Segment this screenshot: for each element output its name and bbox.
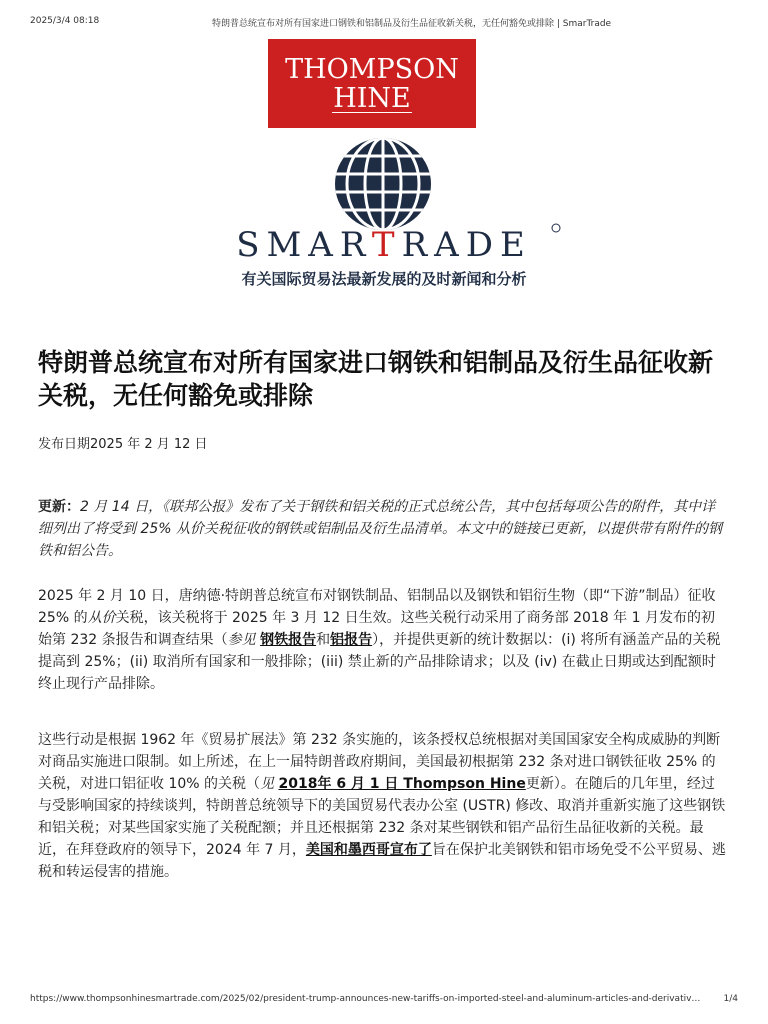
- p2-text-b: 更新）。在随后的几年里，经过与受影响国家的持续谈判，特朗普总统领导下的美国贸易代表办公室 (USTR) 修改、取消并重新实施了这些钢铁和铝关税；对某些国家实施了关税配额；并且还根据第 232 条对某些钢铁和铝产品衍生品征收新的关税。最近，在拜登政府的领导下，2024 年 7 月，: [38, 776, 726, 858]
- print-page-title: 特朗普总统宣布对所有国家进口钢铁和铝制品及衍生品征收新关税，无任何豁免或排除 | SmarTrade: [212, 19, 612, 29]
- aluminum-report-link[interactable]: 铝报告: [330, 632, 373, 648]
- print-datetime: 2025/3/4 08:18: [30, 16, 100, 26]
- update-label: 更新：: [38, 499, 80, 515]
- steel-report-link[interactable]: 钢铁报告: [260, 632, 317, 648]
- us-mexico-announcement-link[interactable]: 美国和墨西哥宣布了: [305, 842, 432, 858]
- p1-text-b: 关税，该关税将于 2025 年 3 月 12 日生效。这些关税行动采用了商务部 2018 年 1 月发布的初始第 232 条报告和调查结果（: [38, 610, 715, 648]
- print-url: https://www.thompsonhinesmartrade.com/2025/02/president-trump-announces-new-tariffs-on-imported-steel-and-aluminum-articles-and-derivativ…: [30, 994, 701, 1004]
- smartrade-wordmark: [200, 218, 568, 268]
- p1-and: 和: [316, 632, 331, 648]
- page-number: 1/4: [723, 994, 738, 1004]
- site-tagline: 有关国际贸易法最新发展的及时新闻和分析: [241, 270, 527, 288]
- wordmark-text: SMARTRADE: [236, 225, 532, 265]
- logo-line-2: HINE: [333, 83, 411, 114]
- logo-line-1: THOMPSON: [285, 54, 459, 85]
- p1-text-c: ），并提供更新的统计数据以：(i) 将所有涵盖产品的关税提高到 25%；(ii) 取消所有国家和一般排除；(iii) 禁止新的产品排除请求；以及 (iv) 在截止日期或达到配额时终止现行产品排除。: [38, 632, 721, 692]
- thompson-hine-logo[interactable]: [268, 39, 476, 128]
- p1-text-a: 2025 年 2 月 10 日，唐纳德·特朗普总统宣布对钢铁制品、铝制品以及钢铁和铝衍生物（即“下游”制品）征收 25% 的: [38, 588, 716, 626]
- p2-text-c: 旨在保护北美钢铁和铝市场免受不公平贸易、逃税和转运侵害的措施。: [38, 842, 726, 880]
- paragraph-1: [38, 585, 728, 695]
- update-paragraph: [38, 496, 728, 562]
- p1-see: 参见: [227, 632, 256, 648]
- print-header: [30, 16, 738, 30]
- paragraph-2: [38, 729, 728, 883]
- publish-date: 发布日期2025 年 2 月 12 日: [38, 437, 208, 452]
- p1-ad-valorem: 从价: [87, 610, 116, 626]
- update-text: 2 月 14 日，《联邦公报》发布了关于钢铁和铝关税的正式总统公告，其中包括每项公告的附件，其中详细列出了将受到 25% 从价关税征收的钢铁或铝制品及衍生品清单。本文中的链接已更新，以提供带有附件的钢铁和铝公告。: [38, 499, 723, 559]
- p2-see: 见: [260, 776, 275, 792]
- p2-text-a: 这些行动是根据 1962 年《贸易扩展法》第 232 条实施的，该条授权总统根据对美国国家安全构成威胁的判断对商品实施进口限制。如上所述，在上一届特朗普政府期间，美国最初根据第 232 条对进口钢铁征收 25% 的关税，对进口铝征收 10% 的关税（: [38, 732, 721, 792]
- thompson-hine-update-link[interactable]: 2018年 6 月 1 日 Thompson Hine: [278, 776, 526, 792]
- article-headline: 特朗普总统宣布对所有国家进口钢铁和铝制品及衍生品征收新关税，无任何豁免或排除: [38, 348, 714, 410]
- globe-icon: [322, 134, 444, 230]
- print-footer: [30, 994, 738, 1008]
